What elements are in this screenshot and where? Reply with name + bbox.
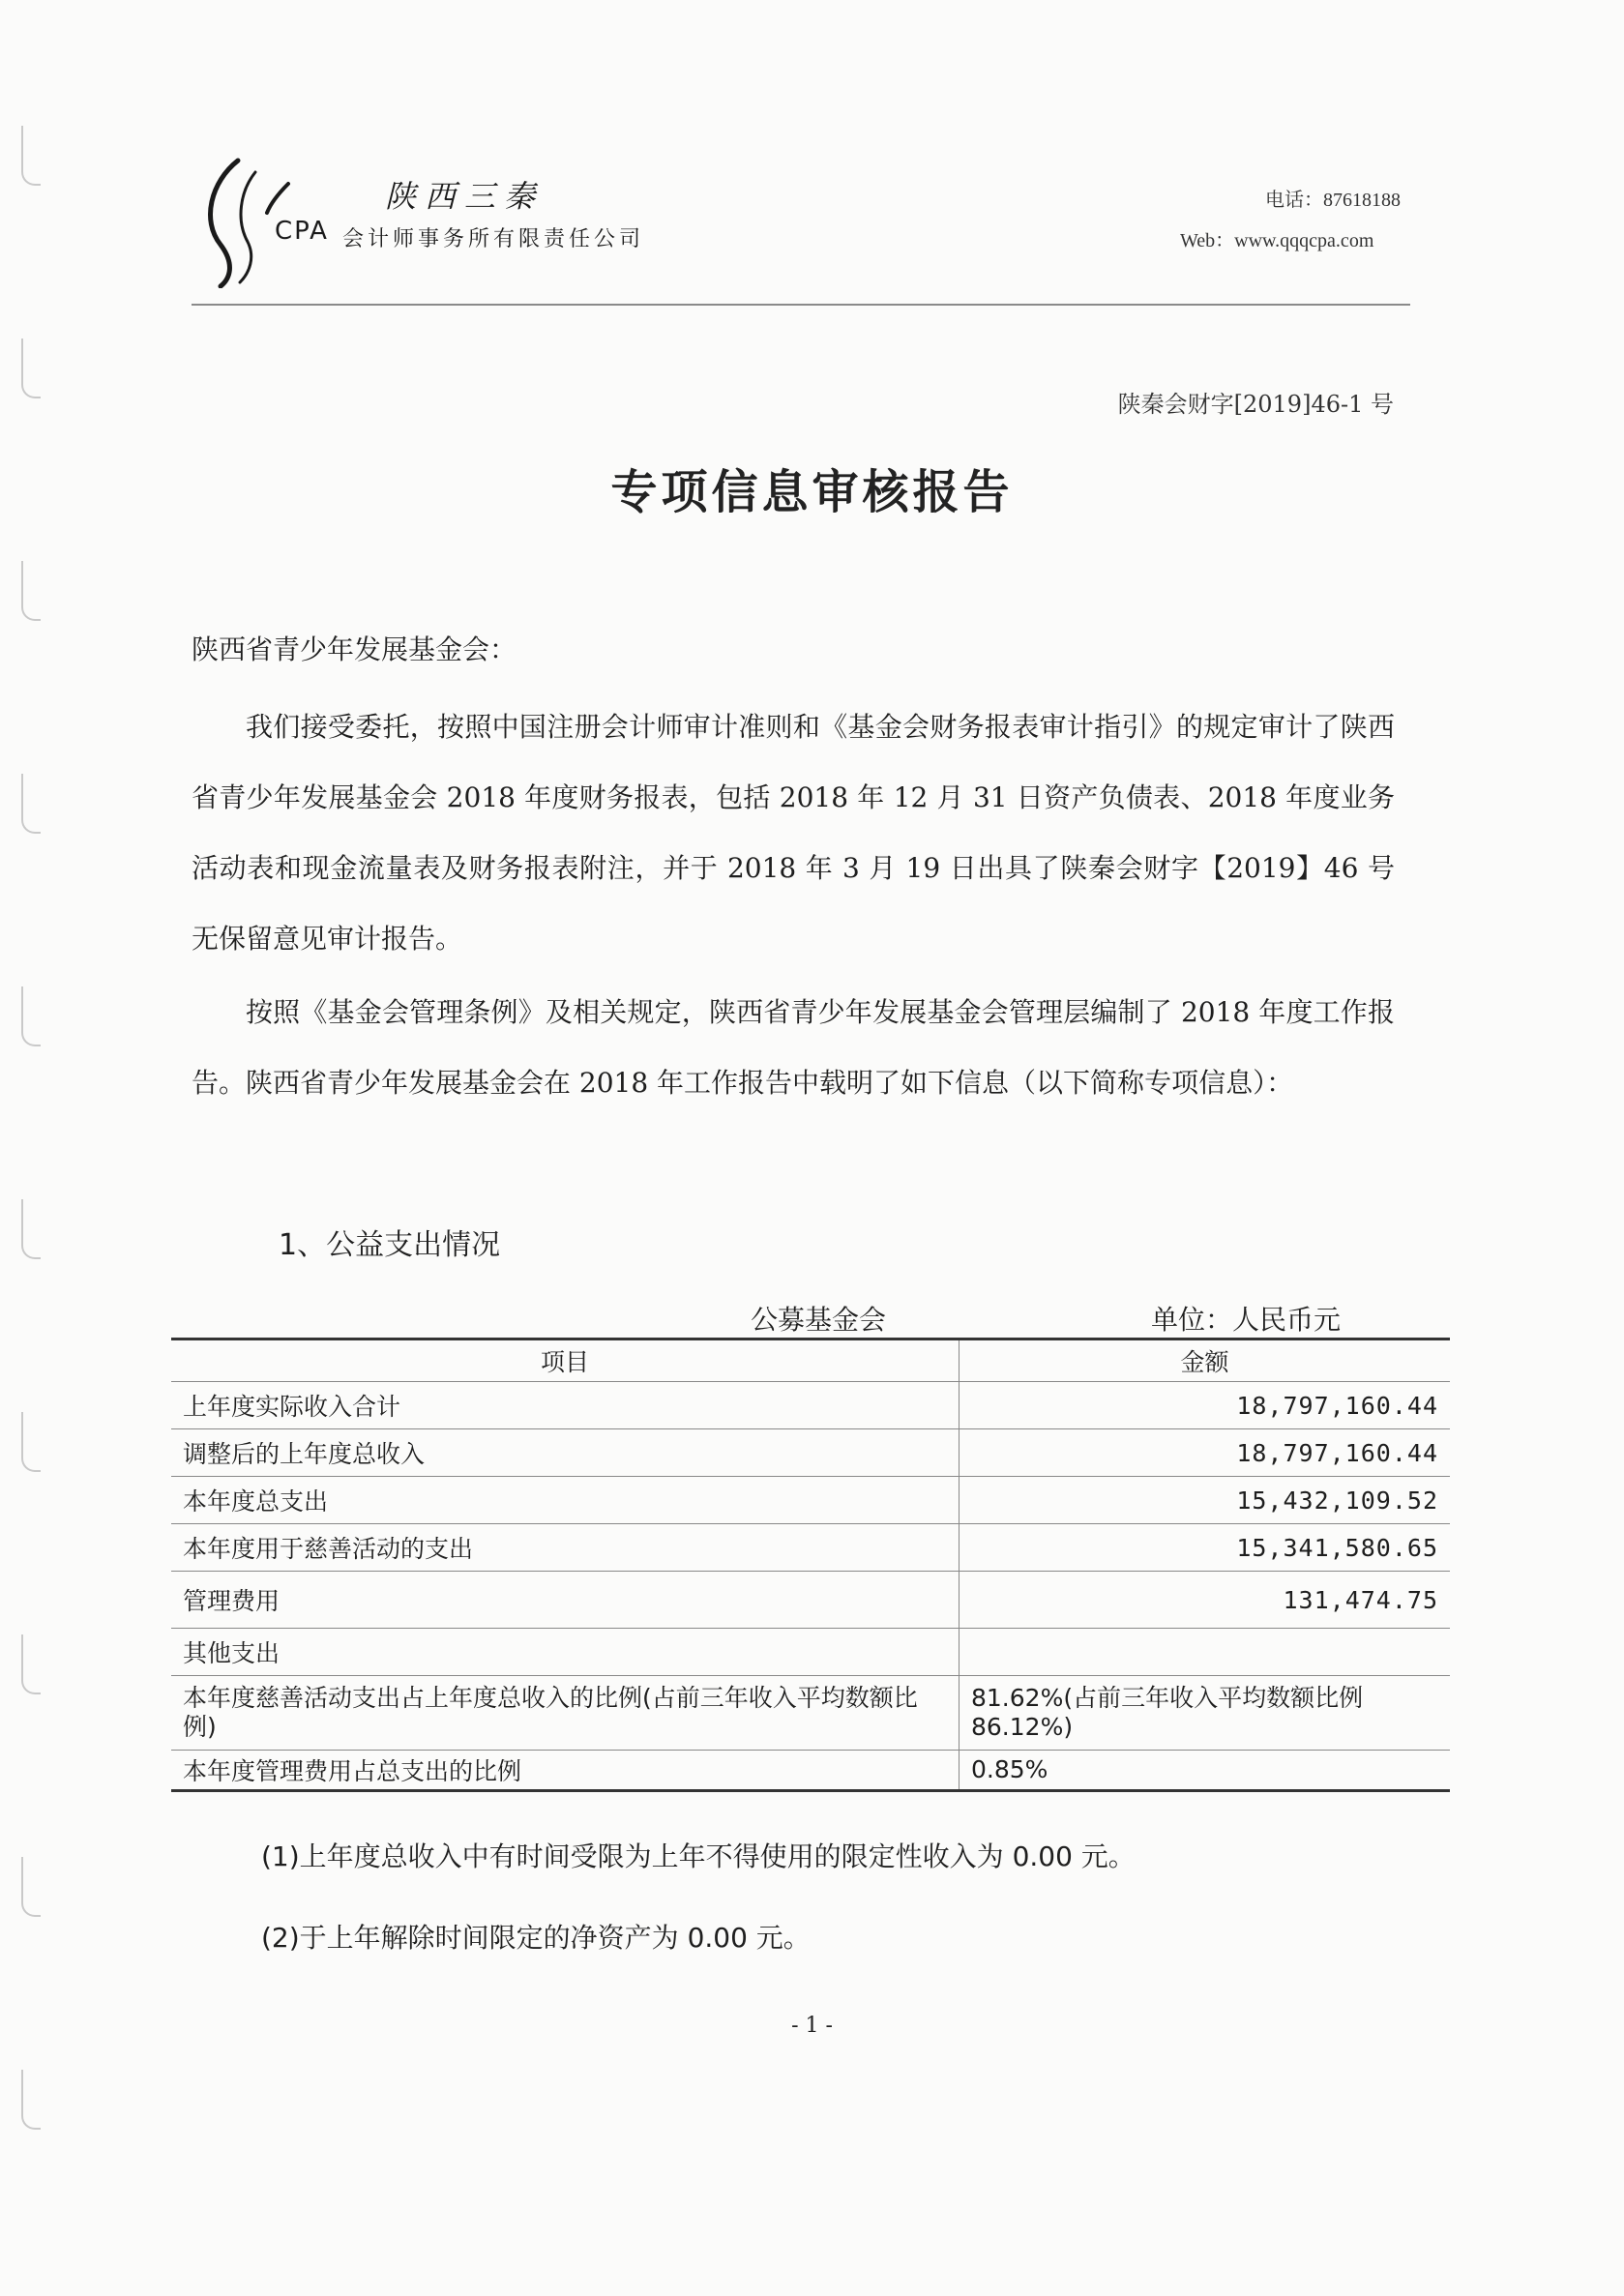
note-restricted-income: (1)上年度总收入中有时间受限为上年不得使用的限定性收入为 0.00 元。 <box>261 1840 1136 1872</box>
phone: 电话：87618188 <box>1265 190 1401 211</box>
row-item: 本年度总支出 <box>171 1477 960 1524</box>
company-cpa-mark: CPA <box>275 217 329 246</box>
section-heading: 1、公益支出情况 <box>279 1228 501 1262</box>
table-row <box>171 1382 1450 1429</box>
row-item: 本年度慈善活动支出占上年度总收入的比例(占前三年收入平均数额比例) <box>171 1676 960 1751</box>
company-name: 陕西三秦 <box>385 178 545 215</box>
row-amount: 18,797,160.44 <box>960 1382 1451 1429</box>
row-amount: 131,474.75 <box>960 1572 1451 1629</box>
row-amount: 18,797,160.44 <box>960 1429 1451 1477</box>
column-header-item: 项目 <box>171 1339 960 1382</box>
expenditure-table <box>171 1338 1450 1792</box>
table-header-row <box>171 1339 1450 1382</box>
binding-mark <box>21 1634 41 1694</box>
page-number: - 1 - <box>791 2014 833 2038</box>
binding-mark <box>21 2070 41 2130</box>
note-released-net-assets: (2)于上年解除时间限定的净资产为 0.00 元。 <box>261 1922 811 1954</box>
binding-mark <box>21 774 41 834</box>
binding-mark <box>21 986 41 1046</box>
document-number: 陕秦会财字[2019]46-1 号 <box>1117 391 1394 418</box>
table-row <box>171 1524 1450 1572</box>
row-item: 本年度用于慈善活动的支出 <box>171 1524 960 1572</box>
letterhead <box>192 143 1410 298</box>
company-subtitle-text: 会计师事务所有限责任公司 <box>342 227 645 251</box>
row-amount: 0.85% <box>960 1751 1451 1791</box>
binding-mark <box>21 1199 41 1259</box>
row-item: 上年度实际收入合计 <box>171 1382 960 1429</box>
binding-mark <box>21 1857 41 1917</box>
page-title: 专项信息审核报告 <box>610 465 1014 519</box>
row-item: 其他支出 <box>171 1629 960 1676</box>
binding-mark <box>21 339 41 398</box>
table-row <box>171 1477 1450 1524</box>
website: Web：www.qqqcpa.com <box>1180 230 1374 251</box>
row-amount: 15,341,580.65 <box>960 1524 1451 1572</box>
table-caption-unit: 单位：人民币元 <box>1151 1304 1342 1336</box>
row-item: 调整后的上年度总收入 <box>171 1429 960 1477</box>
row-item: 本年度管理费用占总支出的比例 <box>171 1751 960 1791</box>
table-row <box>171 1429 1450 1477</box>
table-row <box>171 1629 1450 1676</box>
row-item: 管理费用 <box>171 1572 960 1629</box>
row-amount <box>960 1629 1451 1676</box>
table-caption-fund: 公募基金会 <box>751 1304 887 1336</box>
paragraph-engagement: 我们接受委托，按照中国注册会计师审计准则和《基金会财务报表审计指引》的规定审计了陕西省青少年发展基金会 2018 年度财务报表，包括 2018 年 12 月 31 日资产负债表、2018 年度业务活动表和现金流量表及财务报表附注，并于 2018 年 3 月 19 日出具了陕秦会财字【2019】46 号无保留意见审计报告。 <box>192 711 1395 955</box>
header-rule <box>192 304 1410 306</box>
table-row <box>171 1572 1450 1629</box>
column-header-amount: 金额 <box>960 1339 1451 1382</box>
table-row <box>171 1751 1450 1791</box>
row-amount: 81.62%(占前三年收入平均数额比例86.12%) <box>960 1676 1451 1751</box>
binding-mark <box>21 561 41 621</box>
paragraph-report-basis: 按照《基金会管理条例》及相关规定，陕西省青少年发展基金会管理层编制了 2018 年度工作报告。陕西省青少年发展基金会在 2018 年工作报告中载明了如下信息（以下简称专项信息）： <box>192 996 1395 1099</box>
table-row <box>171 1676 1450 1751</box>
salutation: 陕西省青少年发展基金会： <box>192 633 517 665</box>
binding-mark <box>21 1412 41 1472</box>
binding-mark <box>21 126 41 186</box>
contact-info <box>1180 180 1401 261</box>
row-amount: 15,432,109.52 <box>960 1477 1451 1524</box>
